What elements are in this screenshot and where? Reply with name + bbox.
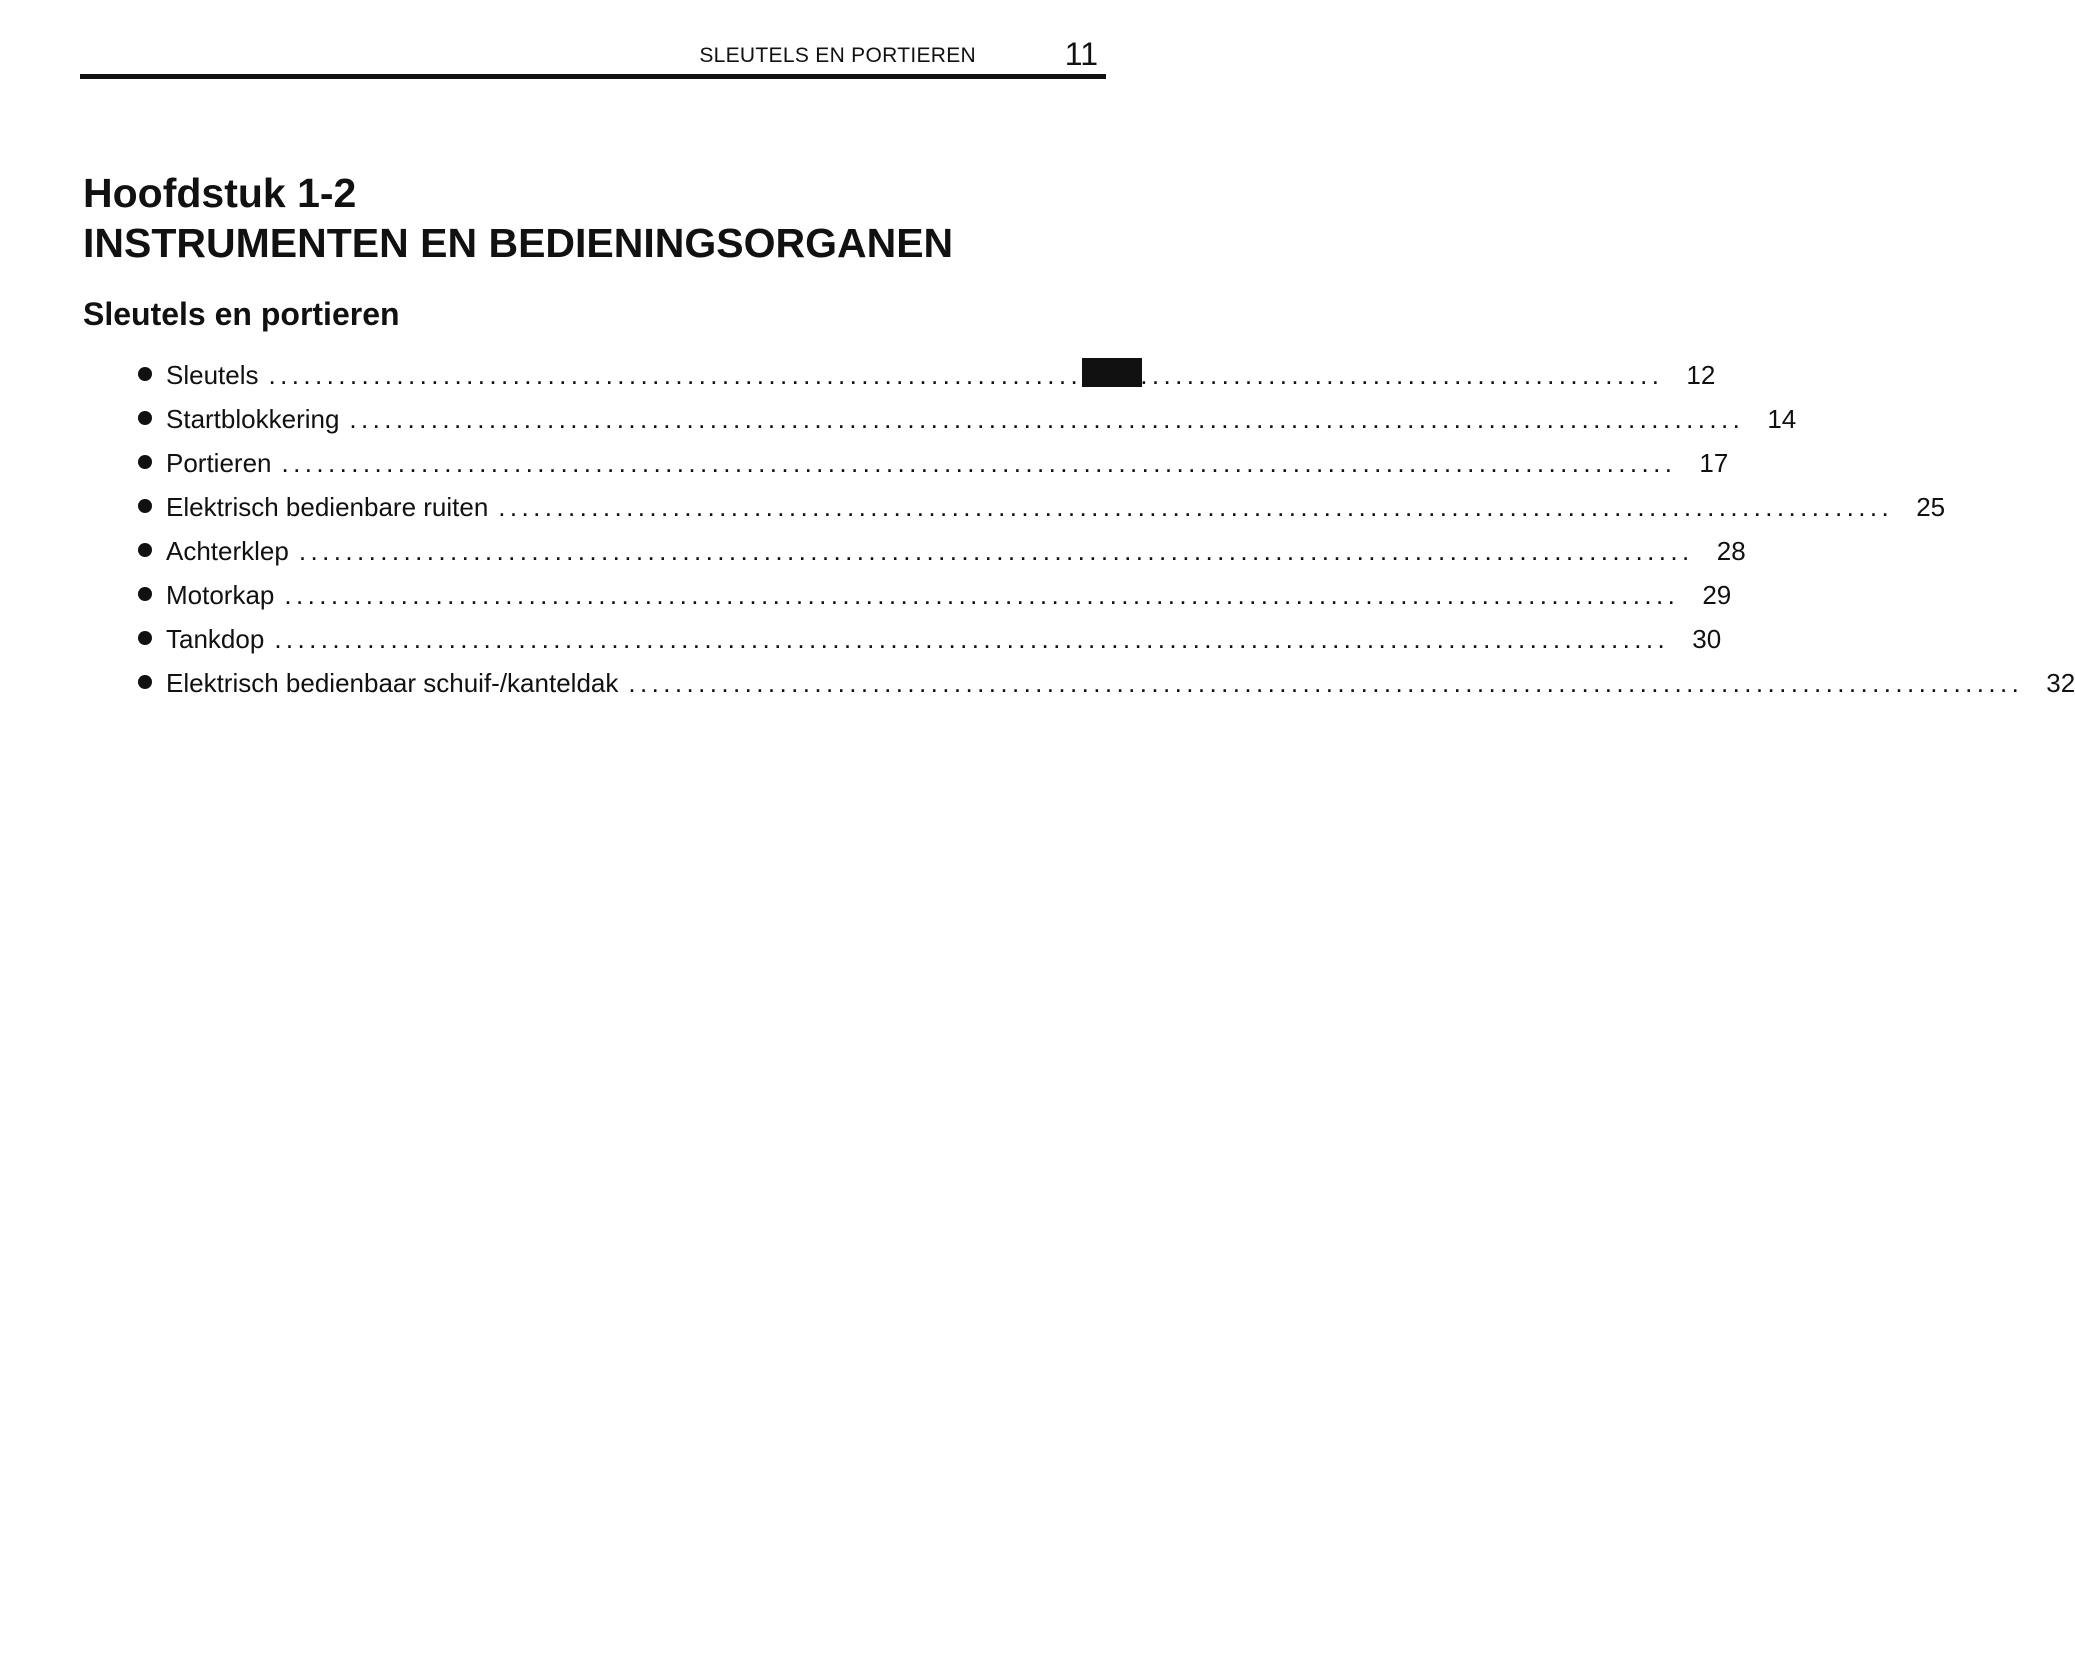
dot-leader: ........................................................................................................................	[628, 668, 2024, 698]
table-of-contents	[138, 360, 2075, 712]
toc-entry-page: 32	[2046, 668, 2075, 698]
bullet-icon	[138, 455, 152, 469]
toc-entry-page: 30	[1692, 624, 1722, 654]
dot-leader: ........................................................................................................................	[281, 448, 1677, 478]
running-header: SLEUTELS EN PORTIEREN	[699, 44, 976, 67]
toc-entry[interactable]	[138, 580, 1732, 624]
toc-entry-label: Sleutels	[166, 360, 259, 390]
toc-entry-label: Startblokkering	[166, 404, 340, 434]
bullet-icon	[138, 675, 152, 689]
toc-entry-label: Motorkap	[166, 580, 275, 610]
bullet-icon	[138, 543, 152, 557]
dot-leader: ........................................................................................................................	[284, 580, 1680, 610]
dot-leader: ........................................................................................................................	[274, 624, 1670, 654]
toc-entry-page: 28	[1716, 536, 1746, 566]
toc-entry-page: 17	[1699, 448, 1729, 478]
toc-entry-page: 29	[1702, 580, 1732, 610]
header-rule	[80, 74, 1106, 79]
page-number: 11	[1064, 36, 1098, 72]
dot-leader: ........................................................................................................................	[268, 360, 1664, 390]
toc-entry[interactable]	[138, 624, 1722, 668]
toc-entry[interactable]	[138, 404, 1797, 448]
chapter-name: INSTRUMENTEN EN BEDIENINGSORGANEN	[83, 220, 954, 266]
bullet-icon	[138, 411, 152, 425]
toc-entry[interactable]	[138, 668, 2075, 712]
toc-entry[interactable]	[138, 536, 1746, 580]
toc-entry-label: Elektrisch bedienbare ruiten	[166, 492, 489, 522]
chapter-number: Hoofdstuk 1-2	[83, 170, 357, 216]
toc-entry-label: Tankdop	[166, 624, 265, 654]
toc-entry-page: 25	[1916, 492, 1946, 522]
toc-entry[interactable]	[138, 492, 1946, 536]
toc-entry[interactable]	[138, 448, 1729, 492]
toc-entry-page: 12	[1686, 360, 1716, 390]
toc-entry[interactable]	[138, 360, 1716, 404]
toc-entry-label: Achterklep	[166, 536, 289, 566]
chapter-title	[83, 168, 953, 268]
bullet-icon	[138, 587, 152, 601]
dot-leader: ........................................................................................................................	[498, 492, 1894, 522]
dot-leader: ........................................................................................................................	[298, 536, 1694, 566]
bullet-icon	[138, 499, 152, 513]
toc-entry-label: Portieren	[166, 448, 272, 478]
dot-leader: ........................................................................................................................	[349, 404, 1745, 434]
toc-entry-label: Elektrisch bedienbaar schuif-/kanteldak	[166, 668, 619, 698]
toc-entry-page: 14	[1767, 404, 1797, 434]
section-title: Sleutels en portieren	[83, 296, 400, 332]
bullet-icon	[138, 631, 152, 645]
bullet-icon	[138, 367, 152, 381]
